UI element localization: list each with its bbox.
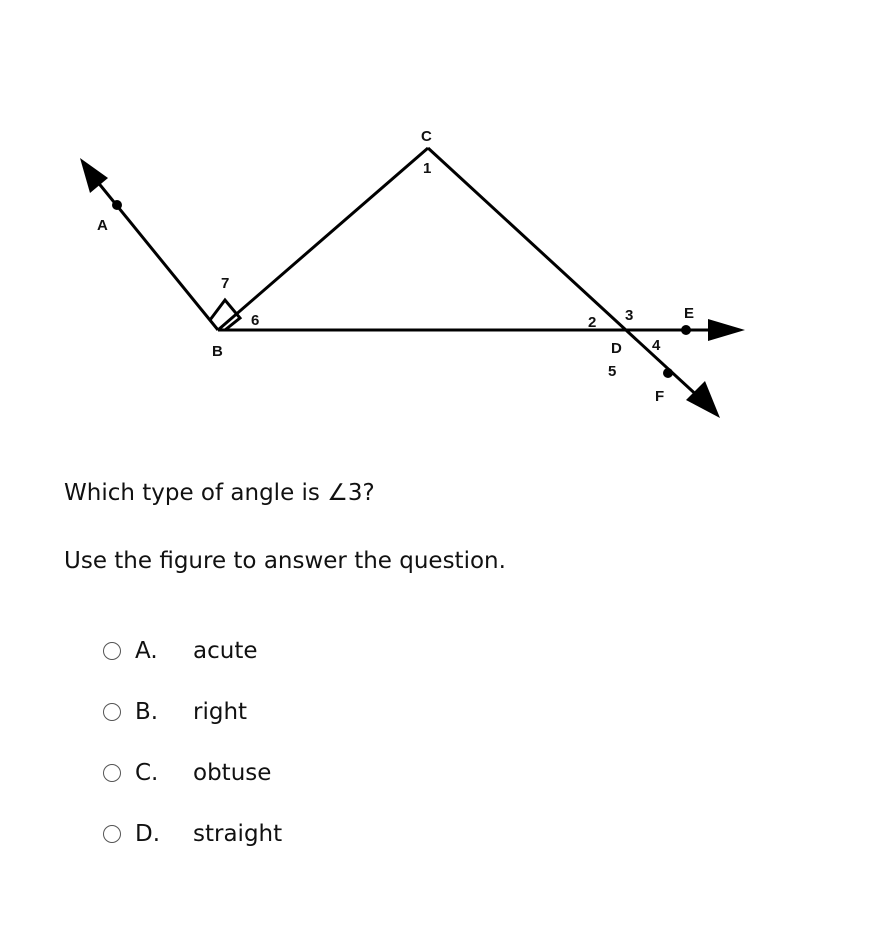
radio-button-c[interactable] bbox=[103, 764, 121, 782]
angle-number-5: 5 bbox=[608, 363, 617, 380]
question-instruction: Use the figure to answer the question. bbox=[64, 548, 506, 574]
label-d: D bbox=[611, 340, 622, 357]
question-prompt: Which type of angle is ∠3? bbox=[64, 480, 375, 506]
geometry-figure bbox=[0, 0, 884, 460]
point-a bbox=[112, 200, 122, 210]
angle-number-6: 6 bbox=[251, 312, 260, 329]
option-c-text: obtuse bbox=[193, 759, 272, 786]
option-b-letter: B. bbox=[135, 698, 159, 725]
radio-button-b[interactable] bbox=[103, 703, 121, 721]
arrowhead-e bbox=[708, 319, 745, 341]
radio-button-a[interactable] bbox=[103, 642, 121, 660]
option-c-letter: C. bbox=[135, 759, 159, 786]
answer-options bbox=[103, 620, 282, 864]
option-c[interactable] bbox=[103, 742, 282, 803]
label-f: F bbox=[655, 388, 665, 405]
option-a-text: acute bbox=[193, 637, 258, 664]
option-d[interactable] bbox=[103, 803, 282, 864]
line-cdf bbox=[428, 148, 702, 400]
ray-ba bbox=[92, 175, 218, 330]
segment-bc bbox=[218, 148, 428, 330]
radio-button-d[interactable] bbox=[103, 825, 121, 843]
angle-number-3: 3 bbox=[625, 307, 634, 324]
label-b: B bbox=[212, 343, 223, 360]
angle-number-1: 1 bbox=[423, 160, 432, 177]
point-e bbox=[681, 325, 691, 335]
option-b-text: right bbox=[193, 698, 248, 725]
angle-number-4: 4 bbox=[652, 337, 661, 354]
arrowhead-f bbox=[686, 381, 720, 418]
option-a[interactable] bbox=[103, 620, 282, 681]
label-a: A bbox=[97, 217, 108, 234]
option-b[interactable] bbox=[103, 681, 282, 742]
option-d-letter: D. bbox=[135, 820, 161, 847]
angle-number-2: 2 bbox=[588, 314, 597, 331]
option-a-letter: A. bbox=[135, 637, 158, 664]
point-f bbox=[663, 368, 673, 378]
label-c: C bbox=[421, 128, 432, 145]
angle-number-7: 7 bbox=[221, 275, 230, 292]
label-e: E bbox=[684, 305, 695, 322]
option-d-text: straight bbox=[193, 820, 283, 847]
